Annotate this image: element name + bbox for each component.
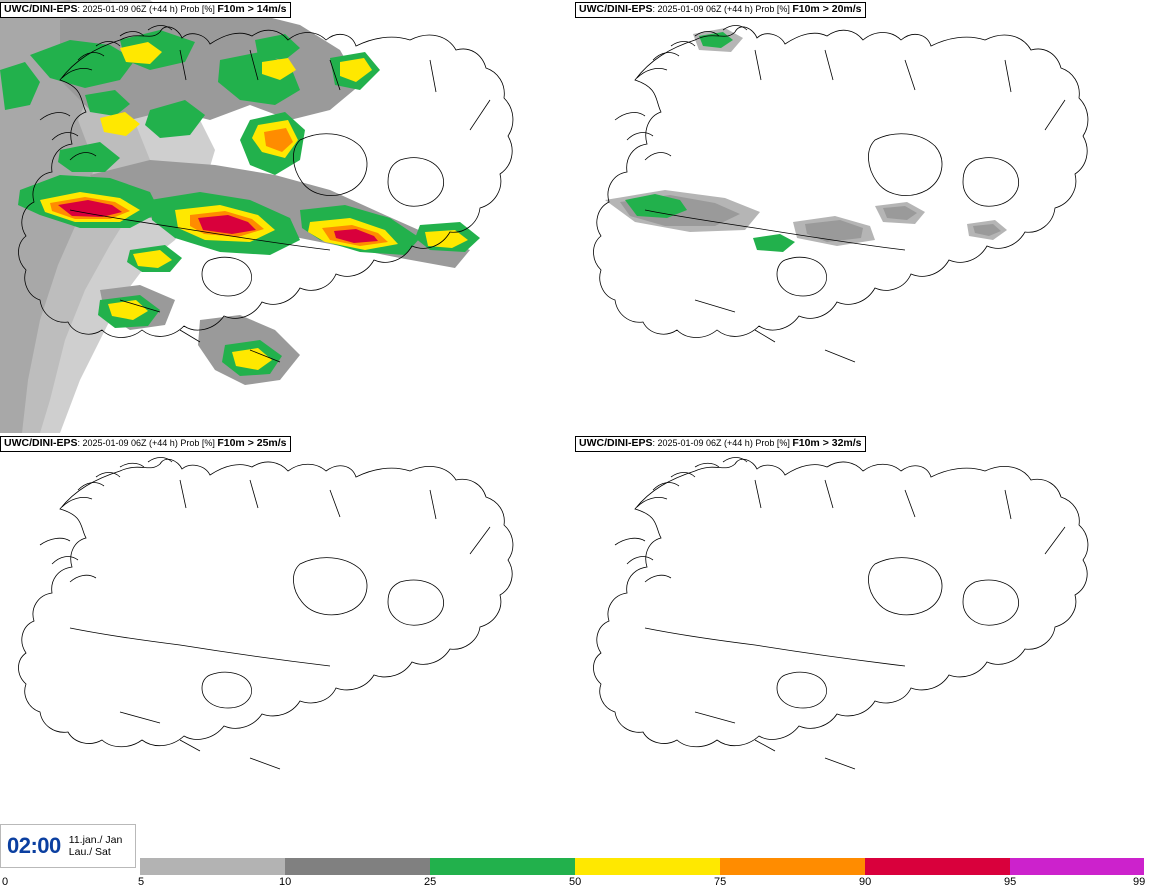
- colorbar-seg-95-99: [1010, 858, 1144, 875]
- panel-model-label: UWC/DINI-EPS: [4, 437, 78, 449]
- panel-model-label: UWC/DINI-EPS: [4, 3, 78, 15]
- colorbar-seg-25-50: [430, 858, 575, 875]
- map-svg-14ms: [0, 0, 574, 433]
- colorbar-tick-25: 25: [424, 876, 437, 888]
- colorbar-tick-10: 10: [279, 876, 292, 888]
- colorbar-seg-90-95: [865, 858, 1010, 875]
- colorbar-seg-75-90: [720, 858, 865, 875]
- colorbar-tick-50: 50: [569, 876, 582, 888]
- colorbar-tick-99: 99: [1133, 876, 1146, 888]
- valid-time-box[interactable]: [0, 824, 136, 868]
- footer-bar: [0, 824, 1150, 891]
- panel-title-25ms: [0, 436, 291, 452]
- colorbar-tick-5: 5: [138, 876, 145, 888]
- panel-param-label: F10m > 14m/s: [217, 3, 287, 15]
- map-canvas-25ms: [0, 434, 574, 824]
- panel-title-32ms: [575, 436, 866, 452]
- colorbar-tick-95: 95: [1004, 876, 1017, 888]
- map-canvas-20ms: [575, 0, 1150, 433]
- colorbar-seg-10-25: [285, 858, 430, 875]
- map-svg-25ms: [0, 434, 574, 824]
- map-canvas-14ms: [0, 0, 574, 433]
- colorbar-seg-5-10: [140, 858, 285, 875]
- map-canvas-32ms: [575, 434, 1150, 824]
- map-panel-20ms[interactable]: [575, 0, 1150, 433]
- valid-date: [61, 834, 123, 858]
- panel-param-label: F10m > 25m/s: [217, 437, 287, 449]
- map-panel-14ms[interactable]: [0, 0, 574, 433]
- panel-title-14ms: [0, 2, 291, 18]
- map-panel-25ms[interactable]: [0, 434, 574, 824]
- map-svg-20ms: [575, 0, 1150, 433]
- map-panel-32ms[interactable]: [575, 434, 1150, 824]
- valid-date-line1: 11.jan./ Jan: [68, 834, 123, 846]
- panel-model-label: UWC/DINI-EPS: [579, 437, 653, 449]
- map-svg-32ms: [575, 434, 1150, 824]
- colorbar-seg-50-75: [575, 858, 720, 875]
- panel-title-20ms: [575, 2, 866, 18]
- panel-param-label: F10m > 20m/s: [792, 3, 862, 15]
- colorbar-tick-0: 0: [2, 876, 9, 888]
- panel-run-label: : 2025-01-09 06Z (+44 h) Prob [%]: [652, 4, 793, 14]
- panel-run-label: : 2025-01-09 06Z (+44 h) Prob [%]: [77, 438, 218, 448]
- colorbar-tick-labels: [0, 876, 1150, 890]
- probability-colorbar: [140, 858, 1144, 875]
- panel-run-label: : 2025-01-09 06Z (+44 h) Prob [%]: [652, 438, 793, 448]
- panel-run-label: : 2025-01-09 06Z (+44 h) Prob [%]: [77, 4, 218, 14]
- panel-param-label: F10m > 32m/s: [792, 437, 862, 449]
- valid-time-clock: 02:00: [7, 833, 61, 858]
- colorbar-tick-75: 75: [714, 876, 727, 888]
- panel-model-label: UWC/DINI-EPS: [579, 3, 653, 15]
- valid-date-line2: Lau./ Sat: [68, 846, 111, 858]
- colorbar-tick-90: 90: [859, 876, 872, 888]
